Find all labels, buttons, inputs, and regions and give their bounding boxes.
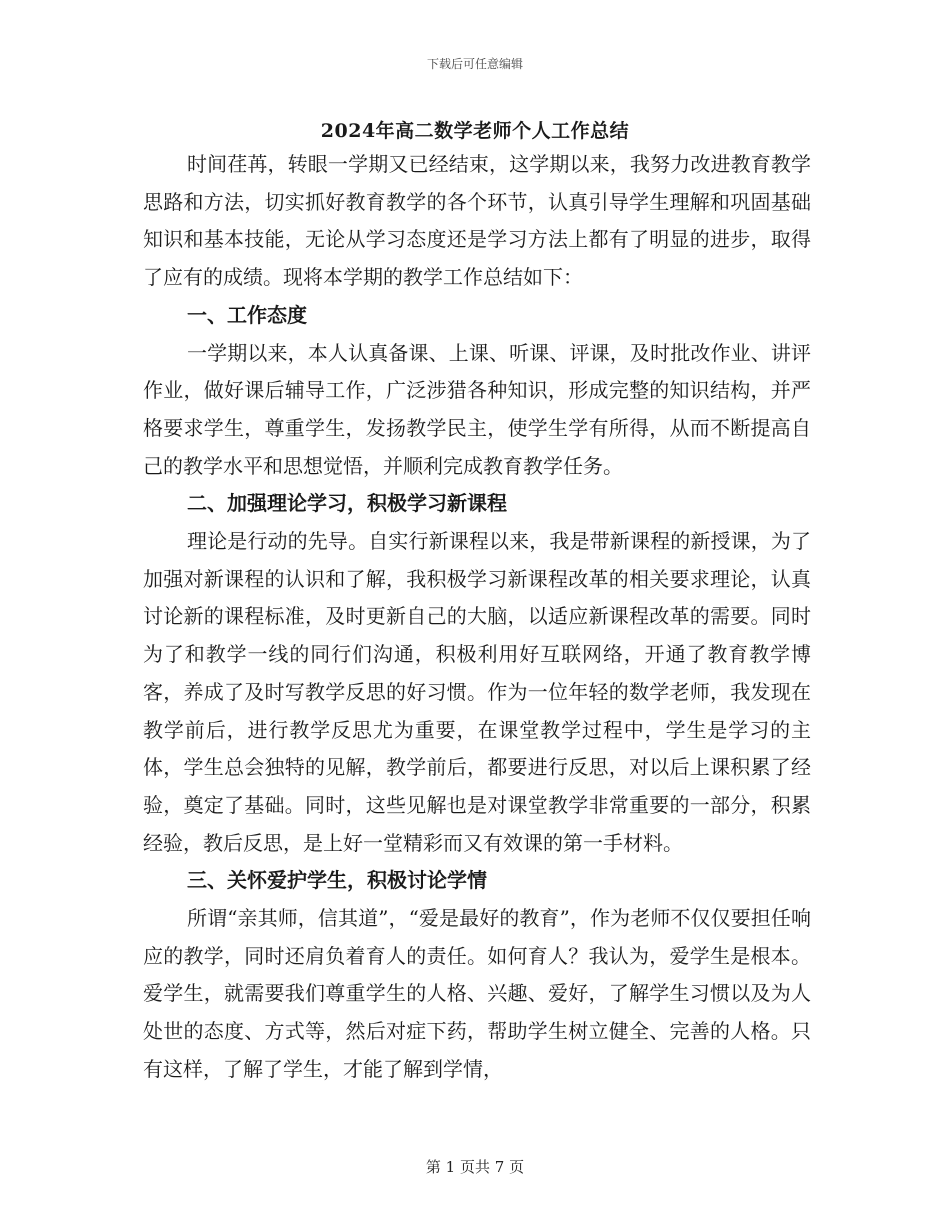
section-heading-care-students: 三、关怀爱护学生，积极讨论学情 bbox=[187, 868, 487, 893]
section-heading-theory-study: 二、加强理论学习，积极学习新课程 bbox=[187, 491, 507, 516]
paragraph-intro: 时间荏苒，转眼一学期又已经结束，这学期以来，我努力改进教育教学思路和方法，切实抓好教育教学的各个环节，认真引导学生理解和巩固基础知识和基本技能，无论从学习态度还是学习方法上都有了明显的进步，取得了应有的成绩。现将本学期的教学工作总结如下： bbox=[143, 152, 811, 290]
document-title: 2024年高二数学老师个人工作总结 bbox=[320, 120, 630, 142]
paragraph-care-students: 所谓“亲其师，信其道”，“爱是最好的教育”，作为老师不仅仅要担任响应的教学，同时还肩负着育人的责任。如何育人？我认为，爱学生是根本。爱学生，就需要我们尊重学生的人格、兴趣、爱好，了解学生习惯以及为人处世的态度、方式等，然后对症下药，帮助学生树立健全、完善的人格。只有这样，了解了学生，才能了解到学情， bbox=[143, 906, 811, 1081]
paragraph-work-attitude: 一学期以来，本人认真备课、上课、听课、评课，及时批改作业、讲评作业，做好课后辅导工作，广泛涉猎各种知识，形成完整的知识结构，并严格要求学生，尊重学生，发扬教学民主，使学生学有所得，从而不断提高自己的教学水平和思想觉悟，并顺利完成教育教学任务。 bbox=[143, 340, 811, 478]
page-header-note: 下载后可任意编辑 bbox=[426, 57, 523, 71]
page-footer-number: 第 1 页共 7 页 bbox=[425, 1158, 525, 1176]
section-heading-work-attitude: 一、工作态度 bbox=[187, 302, 307, 327]
document-body bbox=[143, 146, 811, 1089]
paragraph-theory-study: 理论是行动的先导。自实行新课程以来，我是带新课程的新授课，为了加强对新课程的认识和了解，我积极学习新课程改革的相关要求理论，认真讨论新的课程标准，及时更新自己的大脑，以适应新课程改革的需要。同时为了和教学一线的同行们沟通，积极利用好互联网络，开通了教育教学博客，养成了及时写教学反思的好习惯。作为一位年轻的数学老师，我发现在教学前后，进行教学反思尤为重要，在课堂教学过程中，学生是学习的主体，学生总会独特的见解，教学前后，都要进行反思，对以后上课积累了经验，奠定了基础。同时，这些见解也是对课堂教学非常重要的一部分，积累经验，教后反思，是上好一堂精彩而又有效课的第一手材料。 bbox=[143, 529, 811, 855]
